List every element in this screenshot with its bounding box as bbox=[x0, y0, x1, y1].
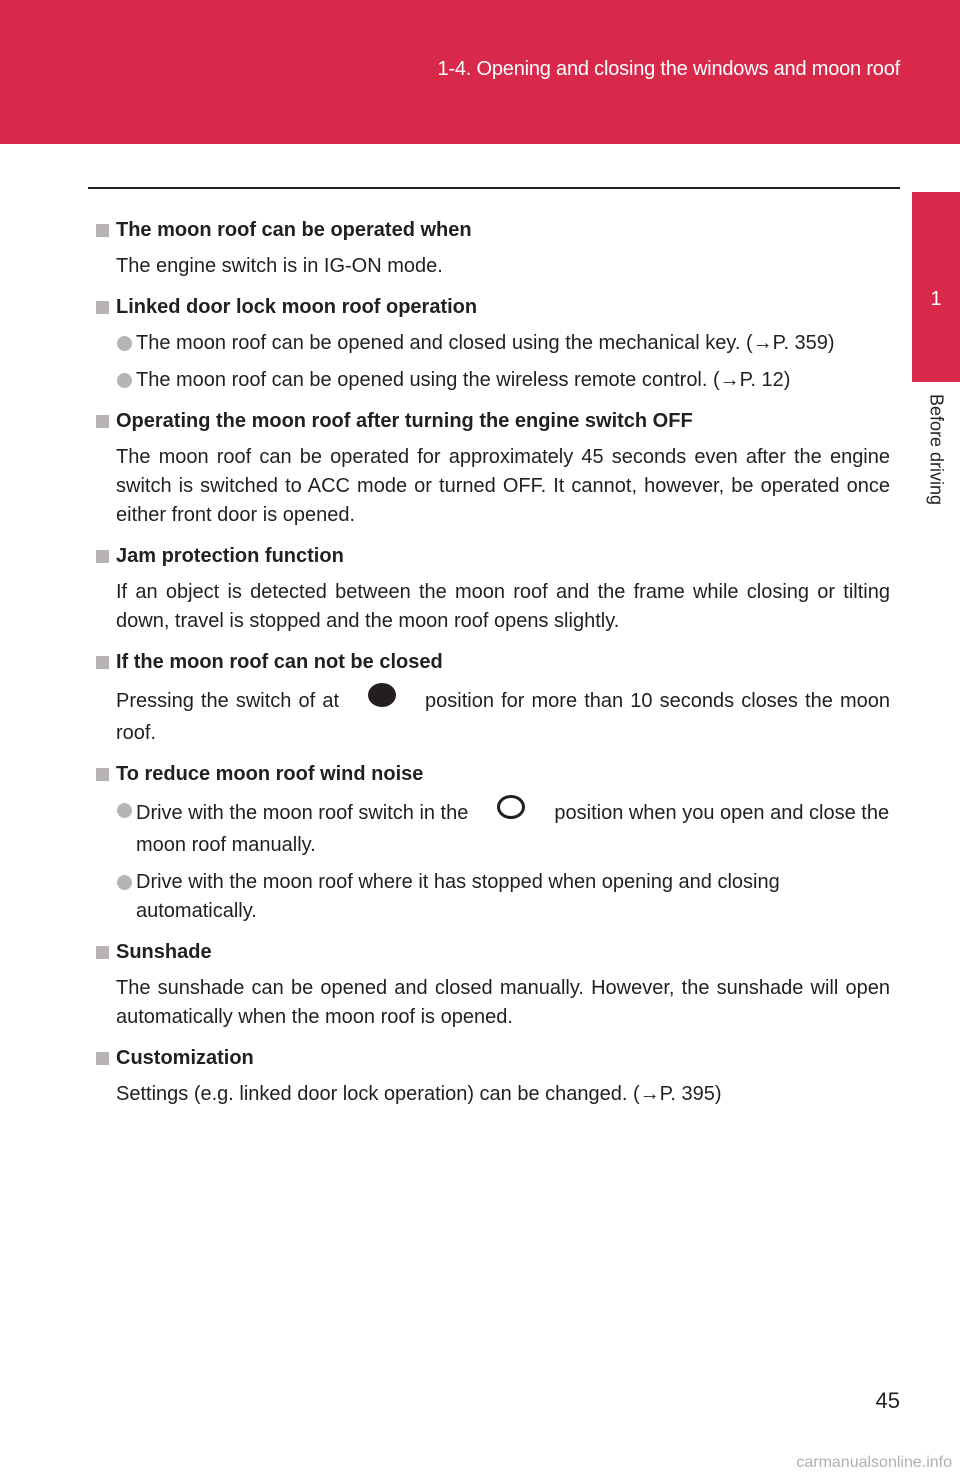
bullet-item: Drive with the moon roof where it has stopped when opening and closing automatically. bbox=[96, 868, 890, 926]
section-text: The moon roof can be operated for approximately 45 seconds even after the engine switch is switched to ACC mode or turned OFF. It cannot, however, be operated once either front door is opened. bbox=[116, 446, 890, 526]
header-rule bbox=[88, 187, 900, 189]
page-header bbox=[0, 0, 960, 144]
chapter-tab bbox=[912, 192, 960, 382]
section-heading: Jam protection function bbox=[96, 538, 890, 571]
bullet-item: The moon roof can be opened using the wireless remote control. (→P. 12) bbox=[96, 366, 890, 395]
chapter-label-text: Before driving bbox=[926, 394, 947, 506]
section-heading: If the moon roof can not be closed bbox=[96, 644, 890, 677]
round-bullet-icon bbox=[117, 803, 132, 818]
square-bullet-icon bbox=[96, 550, 109, 563]
square-bullet-icon bbox=[96, 656, 109, 669]
section-text: The sunshade can be opened and closed manually. However, the sunshade will open automatically when the moon roof is opened. bbox=[116, 977, 890, 1028]
chapter-label bbox=[912, 394, 960, 534]
square-bullet-icon bbox=[96, 946, 109, 959]
bullet-item: The moon roof can be opened and closed using the mechanical key. (→P. 359) bbox=[96, 329, 890, 358]
section-heading: Linked door lock moon roof operation bbox=[96, 289, 890, 322]
section-heading: Operating the moon roof after turning the engine switch OFF bbox=[96, 403, 890, 436]
bullet-item: Drive with the moon roof switch in the position when you open and close the moon roof manually. bbox=[96, 796, 890, 860]
page-content bbox=[96, 212, 890, 1117]
section-text: The engine switch is in IG-ON mode. bbox=[116, 255, 443, 277]
round-bullet-icon bbox=[117, 336, 132, 351]
section-text: If an object is detected between the moon roof and the frame while closing or tilting down, travel is stopped and the moon roof opens slightly. bbox=[116, 581, 890, 632]
page-number: 45 bbox=[875, 1388, 900, 1413]
square-bullet-icon bbox=[96, 1052, 109, 1065]
header-title: 1-4. Opening and closing the windows and moon roof bbox=[437, 58, 900, 80]
round-bullet-icon bbox=[117, 373, 132, 388]
section-heading: Sunshade bbox=[96, 934, 890, 967]
section-text: Settings (e.g. linked door lock operation) can be changed. (→P. 395) bbox=[116, 1083, 722, 1105]
section-heading: Customization bbox=[96, 1040, 890, 1073]
chapter-number: 1 bbox=[930, 288, 942, 310]
round-bullet-icon bbox=[117, 875, 132, 890]
square-bullet-icon bbox=[96, 301, 109, 314]
watermark-text: carmanualsonline.info bbox=[796, 1454, 952, 1471]
switch-pressed-icon bbox=[367, 682, 397, 717]
section-text: Pressing the switch of at position for more than 10 seconds closes the moon roof. bbox=[96, 684, 890, 748]
square-bullet-icon bbox=[96, 768, 109, 781]
section-heading: To reduce moon roof wind noise bbox=[96, 756, 890, 789]
switch-neutral-icon bbox=[496, 794, 526, 829]
square-bullet-icon bbox=[96, 415, 109, 428]
section-heading: The moon roof can be operated when bbox=[96, 212, 890, 245]
square-bullet-icon bbox=[96, 224, 109, 237]
